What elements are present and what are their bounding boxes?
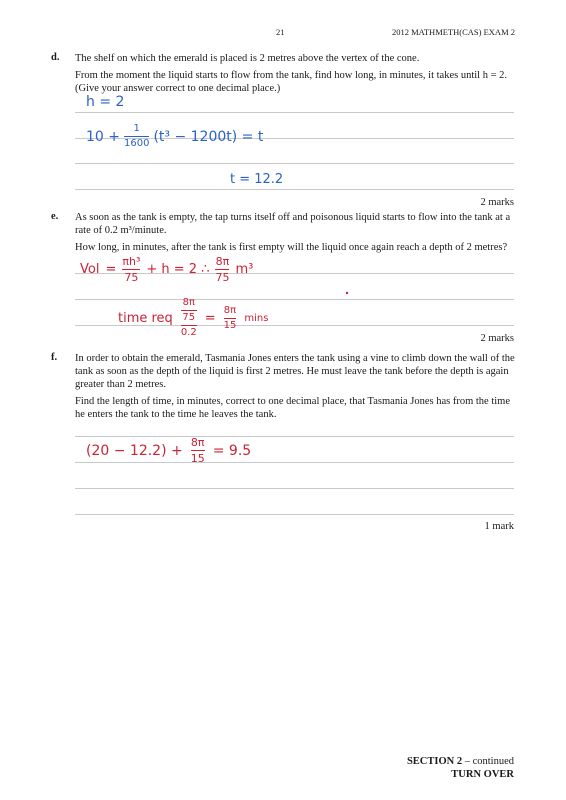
hw-d-prefix: 10 + <box>86 128 120 145</box>
question-e-marks: 2 marks <box>480 333 514 344</box>
hw-e-frac4-num: 8π <box>223 304 237 316</box>
hw-f-frac-num: 8π <box>190 436 205 449</box>
question-d-label: d. <box>51 52 60 63</box>
handwriting-d-line1: h = 2 <box>86 94 125 110</box>
page-footer <box>407 755 514 781</box>
footer-continued: – continued <box>462 756 514 767</box>
question-f-line2: Find the length of time, in minutes, correct to one decimal place, that Tasmania Jones has from the time he enters the tank to the time he leaves the tank. <box>75 396 510 420</box>
question-d-line1: The shelf on which the emerald is placed is 2 metres above the vertex of the cone. <box>75 53 420 64</box>
hw-e-m3: m³ <box>235 262 254 277</box>
hw-d-suffix: (t³ − 1200t) = t <box>153 128 264 145</box>
hw-e-frac3-num: 8π <box>182 297 195 308</box>
hw-e-frac3-den: 0.2 <box>180 327 197 338</box>
hw-e-eq2: = <box>204 310 216 326</box>
question-d-line2: From the moment the liquid starts to flow from the tank, find how long, in minutes, it takes until h = 2. <box>75 70 508 81</box>
question-e-line1: As soon as the tank is empty, the tap turns itself off and poisonous liquid starts to flow into the tank at a rate of 0.2 m³/minute. <box>75 212 511 236</box>
question-f-label: f. <box>51 352 58 363</box>
question-d-line3: (Give your answer correct to one decimal place.) <box>75 83 281 94</box>
question-f-line1: In order to obtain the emerald, Tasmania Jones enters the tank using a vine to climb down the wall of the tank as soon as the depth of the liquid is first 2 metres. He must leave the tank before the depth is again greater than 2 metres. <box>75 353 515 390</box>
hw-e-frac1-num: πh³ <box>122 255 141 268</box>
hw-f-suffix: = 9.5 <box>212 442 252 459</box>
hw-e-time: time req <box>118 310 173 326</box>
footer-section-line <box>407 755 514 768</box>
question-e-label: e. <box>51 211 59 222</box>
hw-d-frac-num: 1 <box>133 123 140 134</box>
hw-f-frac-den: 15 <box>190 452 205 465</box>
hw-d-frac-den: 1600 <box>124 138 150 149</box>
hw-e-frac3-mid: 75 <box>182 312 196 323</box>
exam-title: 2012 MATHMETH(CAS) EXAM 2 <box>391 27 515 37</box>
hw-e-vol: Vol <box>80 262 100 277</box>
handwriting-d-line3: t = 12.2 <box>230 172 284 187</box>
hw-e-frac4-den: 15 <box>223 319 237 331</box>
page-number: 21 <box>276 27 285 37</box>
hw-e-h2: + h = 2 ∴ <box>146 262 210 277</box>
hw-e-frac1-den: 75 <box>124 271 139 284</box>
hw-f-prefix: (20 − 12.2) + <box>86 442 183 459</box>
question-d-marks: 2 marks <box>480 197 514 208</box>
hw-e-eq1: = <box>105 262 117 277</box>
question-f-marks: 1 mark <box>484 521 514 532</box>
footer-turn-over: TURN OVER <box>451 769 514 780</box>
hw-e-frac2-den: 75 <box>215 271 230 284</box>
hw-e-mins: mins <box>244 312 269 324</box>
hw-e-frac2-num: 8π <box>215 255 230 268</box>
question-e-line2: How long, in minutes, after the tank is first empty will the liquid once again reach a depth of 2 metres? <box>75 242 508 253</box>
footer-section: SECTION 2 <box>406 756 463 767</box>
